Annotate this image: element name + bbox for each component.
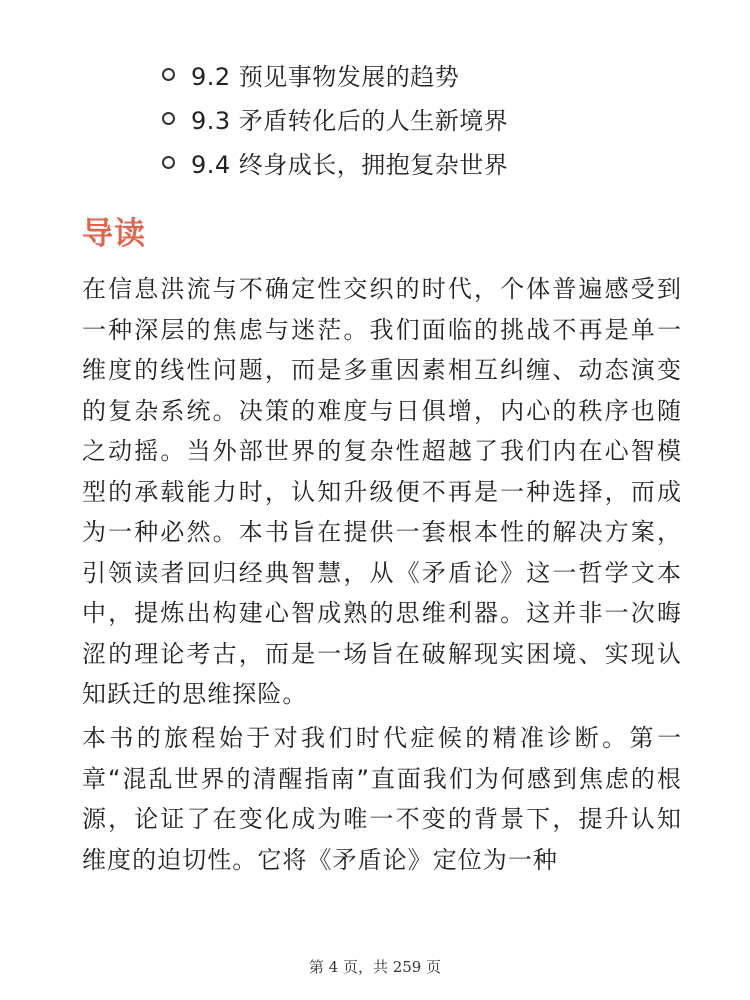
circle-bullet-icon: [162, 156, 175, 169]
toc-item-label: 9.2 预见事物发展的趋势: [191, 62, 460, 91]
toc-item-label: 9.4 终身成长，拥抱复杂世界: [191, 150, 509, 179]
toc-item: [162, 52, 508, 96]
toc-item-label: 9.3 矛盾转化后的人生新境界: [191, 106, 509, 135]
circle-bullet-icon: [162, 112, 175, 125]
section-title: 导读: [82, 216, 146, 252]
circle-bullet-icon: [162, 68, 175, 81]
toc-list: [162, 52, 508, 184]
toc-item: [162, 96, 508, 140]
body-paragraph: 本书的旅程始于对我们时代症候的精准诊断。第一章“混乱世界的清醒指南”直面我们为何感到焦虑的根源，论证了在变化成为唯一不变的背景下，提升认知维度的迫切性。它将《矛盾论》定位为一种: [82, 724, 682, 874]
page-number: 第 4 页，共 259 页: [308, 958, 442, 976]
body-paragraph: 在信息洪流与不确定性交织的时代，个体普遍感受到一种深层的焦虑与迷茫。我们面临的挑战不再是单一维度的线性问题，而是多重因素相互纠缠、动态演变的复杂系统。决策的难度与日俱增，内心的秩序也随之动摇。当外部世界的复杂性超越了我们内在心智模型的承载能力时，认知升级便不再是一种选择，而成为一种必然。本书旨在提供一套根本性的解决方案，引领读者回归经典智慧，从《矛盾论》这一哲学文本中，提炼出构建心智成熟的思维利器。这并非一次晦涩的理论考古，而是一场旨在破解现实困境、实现认知跃迁的思维探险。: [82, 275, 682, 708]
toc-item: [162, 140, 508, 184]
